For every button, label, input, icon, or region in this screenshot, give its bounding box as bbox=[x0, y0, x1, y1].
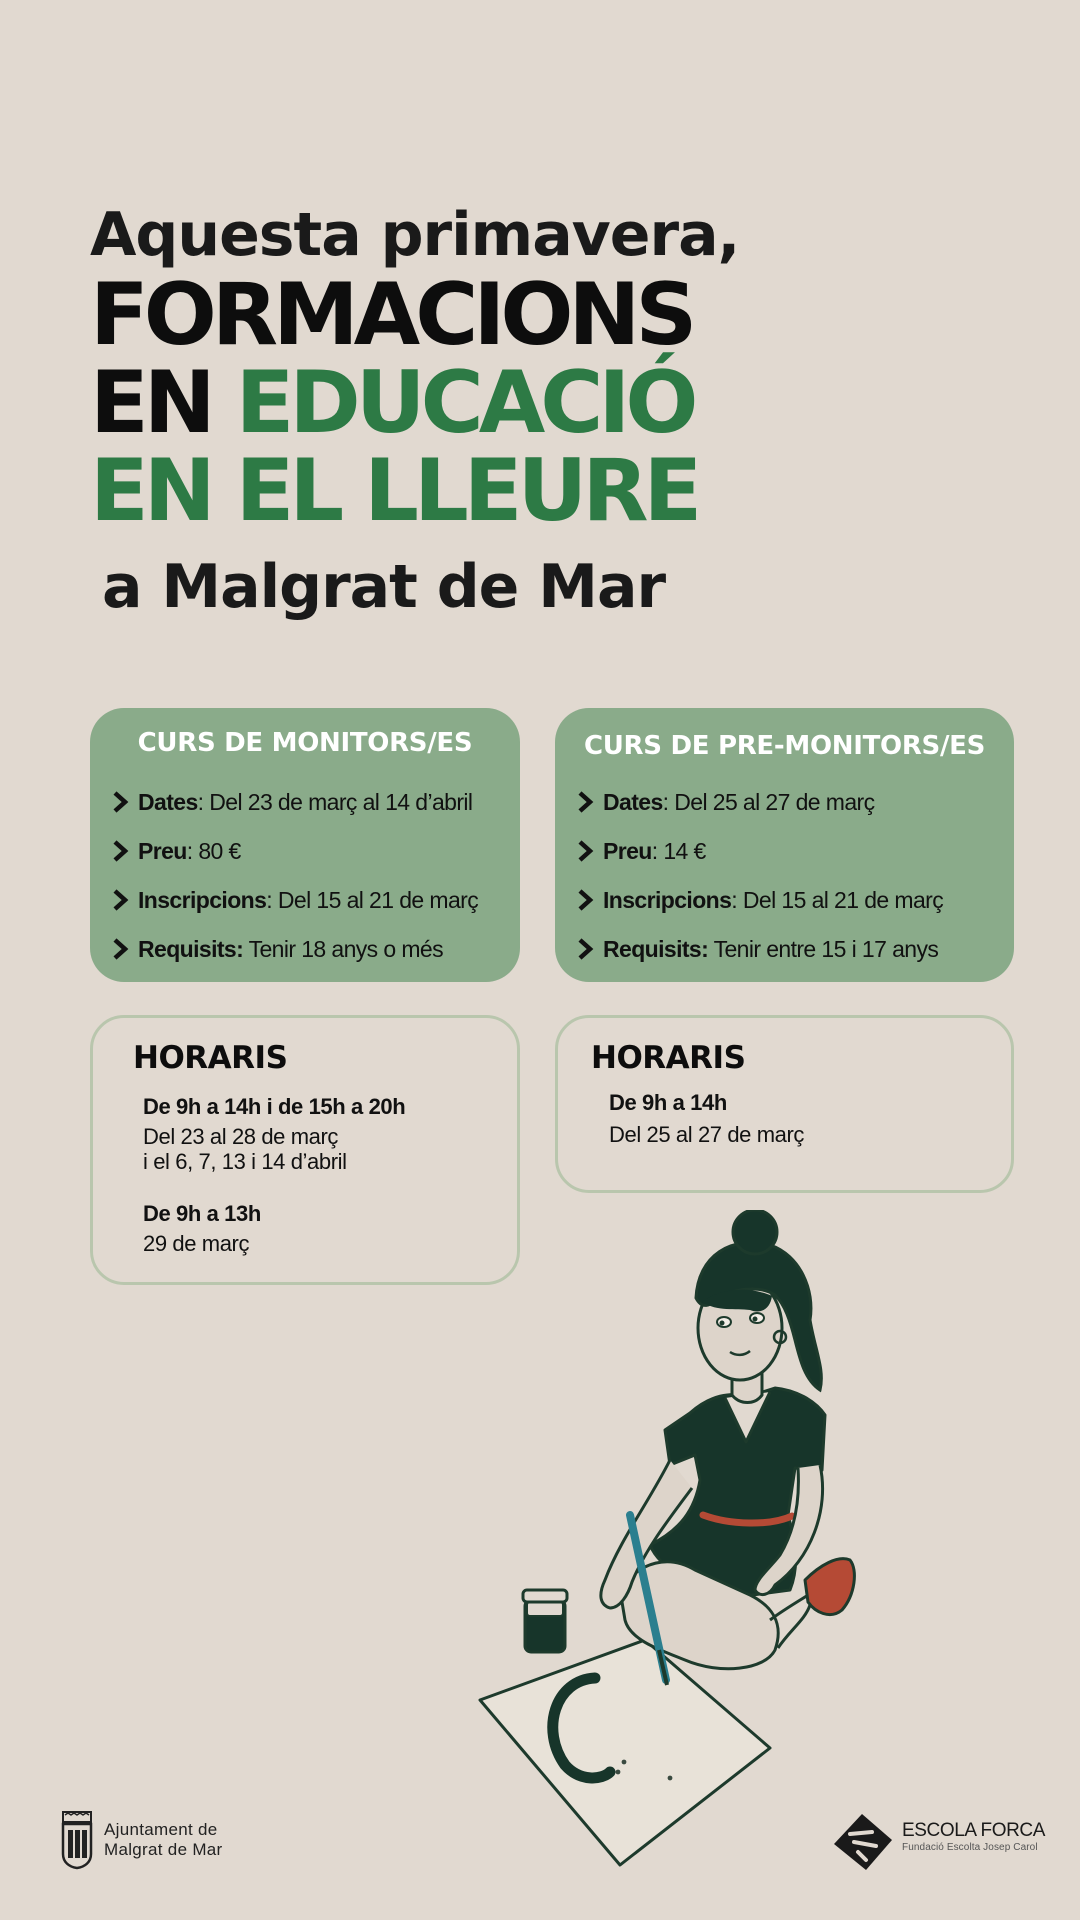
row-label: Requisits: bbox=[603, 935, 709, 962]
row-label: Inscripcions bbox=[138, 886, 267, 913]
schedule-monitors-card bbox=[90, 1015, 520, 1285]
row-value: 80 € bbox=[198, 837, 241, 864]
row-value: 14 € bbox=[663, 837, 706, 864]
schedule-monitors-title: HORARIS bbox=[133, 1040, 288, 1076]
ajuntament-line-2: Malgrat de Mar bbox=[104, 1840, 223, 1859]
chevron-right-icon bbox=[112, 790, 130, 814]
row-label: Dates bbox=[138, 788, 198, 815]
course-monitors-registration-row: Inscripcions: Del 15 al 21 de març bbox=[112, 882, 478, 918]
course-monitors-requirements-row bbox=[112, 931, 443, 967]
schedule-premonitors-dates-1: Del 25 al 27 de març bbox=[609, 1122, 804, 1147]
schedule-premonitors-title: HORARIS bbox=[591, 1040, 746, 1076]
chevron-right-icon bbox=[112, 839, 130, 863]
headline-line-3 bbox=[90, 353, 694, 453]
headline-line-2: FORMACIONS bbox=[90, 265, 693, 365]
row-label: Preu bbox=[138, 837, 187, 864]
row-value: Tenir 18 anys o més bbox=[248, 935, 443, 962]
schedule-monitors-time-1: De 9h a 14h i de 15h a 20h bbox=[143, 1094, 406, 1119]
coat-of-arms-icon bbox=[60, 1810, 94, 1870]
course-premonitors-registration-row: Inscripcions: Del 15 al 21 de març bbox=[577, 882, 943, 918]
course-premonitors-title: CURS DE PRE-MONITORS/ES bbox=[583, 731, 986, 761]
escola-forca-name: ESCOLA FORCA bbox=[902, 1820, 1046, 1841]
row-value: Del 15 al 21 de març bbox=[277, 886, 479, 913]
row-value: Tenir entre 15 i 17 anys bbox=[713, 935, 939, 962]
schedule-monitors-dates-1a: Del 23 al 28 de març bbox=[143, 1124, 338, 1149]
headline-line-5: a Malgrat de Mar bbox=[102, 552, 666, 622]
chevron-right-icon bbox=[577, 790, 595, 814]
course-premonitors-dates-row: Dates: Del 25 al 27 de març bbox=[577, 784, 874, 820]
chevron-right-icon bbox=[577, 839, 595, 863]
row-value: Del 23 de març al 14 d’abril bbox=[209, 788, 473, 815]
course-monitors-dates-row: Dates: Del 23 de març al 14 d’abril bbox=[112, 784, 472, 820]
course-premonitors-card bbox=[555, 708, 1014, 982]
headline-line-3-black: EN bbox=[90, 353, 236, 453]
headline-line-3-green: EDUCACIÓ bbox=[235, 353, 694, 453]
ajuntament-line-1: Ajuntament de bbox=[104, 1820, 218, 1839]
chevron-right-icon bbox=[112, 937, 130, 961]
course-monitors-card bbox=[90, 708, 520, 982]
schedule-monitors-dates-2: 29 de març bbox=[143, 1231, 250, 1256]
row-label: Requisits: bbox=[138, 935, 244, 962]
headline-line-4: EN EL LLEURE bbox=[90, 441, 698, 541]
course-premonitors-requirements-row bbox=[577, 931, 938, 967]
escola-forca-subtitle: Fundació Escolta Josep Carol bbox=[902, 1842, 1038, 1853]
row-value: Del 15 al 21 de març bbox=[742, 886, 944, 913]
schedule-premonitors-card bbox=[555, 1015, 1014, 1193]
chevron-right-icon bbox=[577, 888, 595, 912]
girl-painting-illustration bbox=[470, 1210, 970, 1880]
row-label: Inscripcions bbox=[603, 886, 732, 913]
schedule-monitors-dates-1b: i el 6, 7, 13 i 14 d’abril bbox=[143, 1149, 347, 1174]
course-premonitors-price-row: Preu: 14 € bbox=[577, 833, 706, 869]
row-label: Preu bbox=[603, 837, 652, 864]
ajuntament-logo bbox=[60, 1810, 223, 1870]
headline-line-1: Aquesta primavera, bbox=[90, 200, 740, 270]
row-value: Del 25 al 27 de març bbox=[674, 788, 875, 815]
chevron-right-icon bbox=[577, 937, 595, 961]
chevron-right-icon bbox=[112, 888, 130, 912]
schedule-premonitors-time-1: De 9h a 14h bbox=[609, 1090, 727, 1115]
course-monitors-title: CURS DE MONITORS/ES bbox=[137, 728, 473, 758]
schedule-monitors-time-2: De 9h a 13h bbox=[143, 1201, 261, 1226]
row-label: Dates bbox=[603, 788, 663, 815]
escola-forca-emblem-icon bbox=[832, 1812, 896, 1872]
escola-forca-logo bbox=[838, 1812, 1045, 1853]
course-monitors-price-row: Preu: 80 € bbox=[112, 833, 241, 869]
